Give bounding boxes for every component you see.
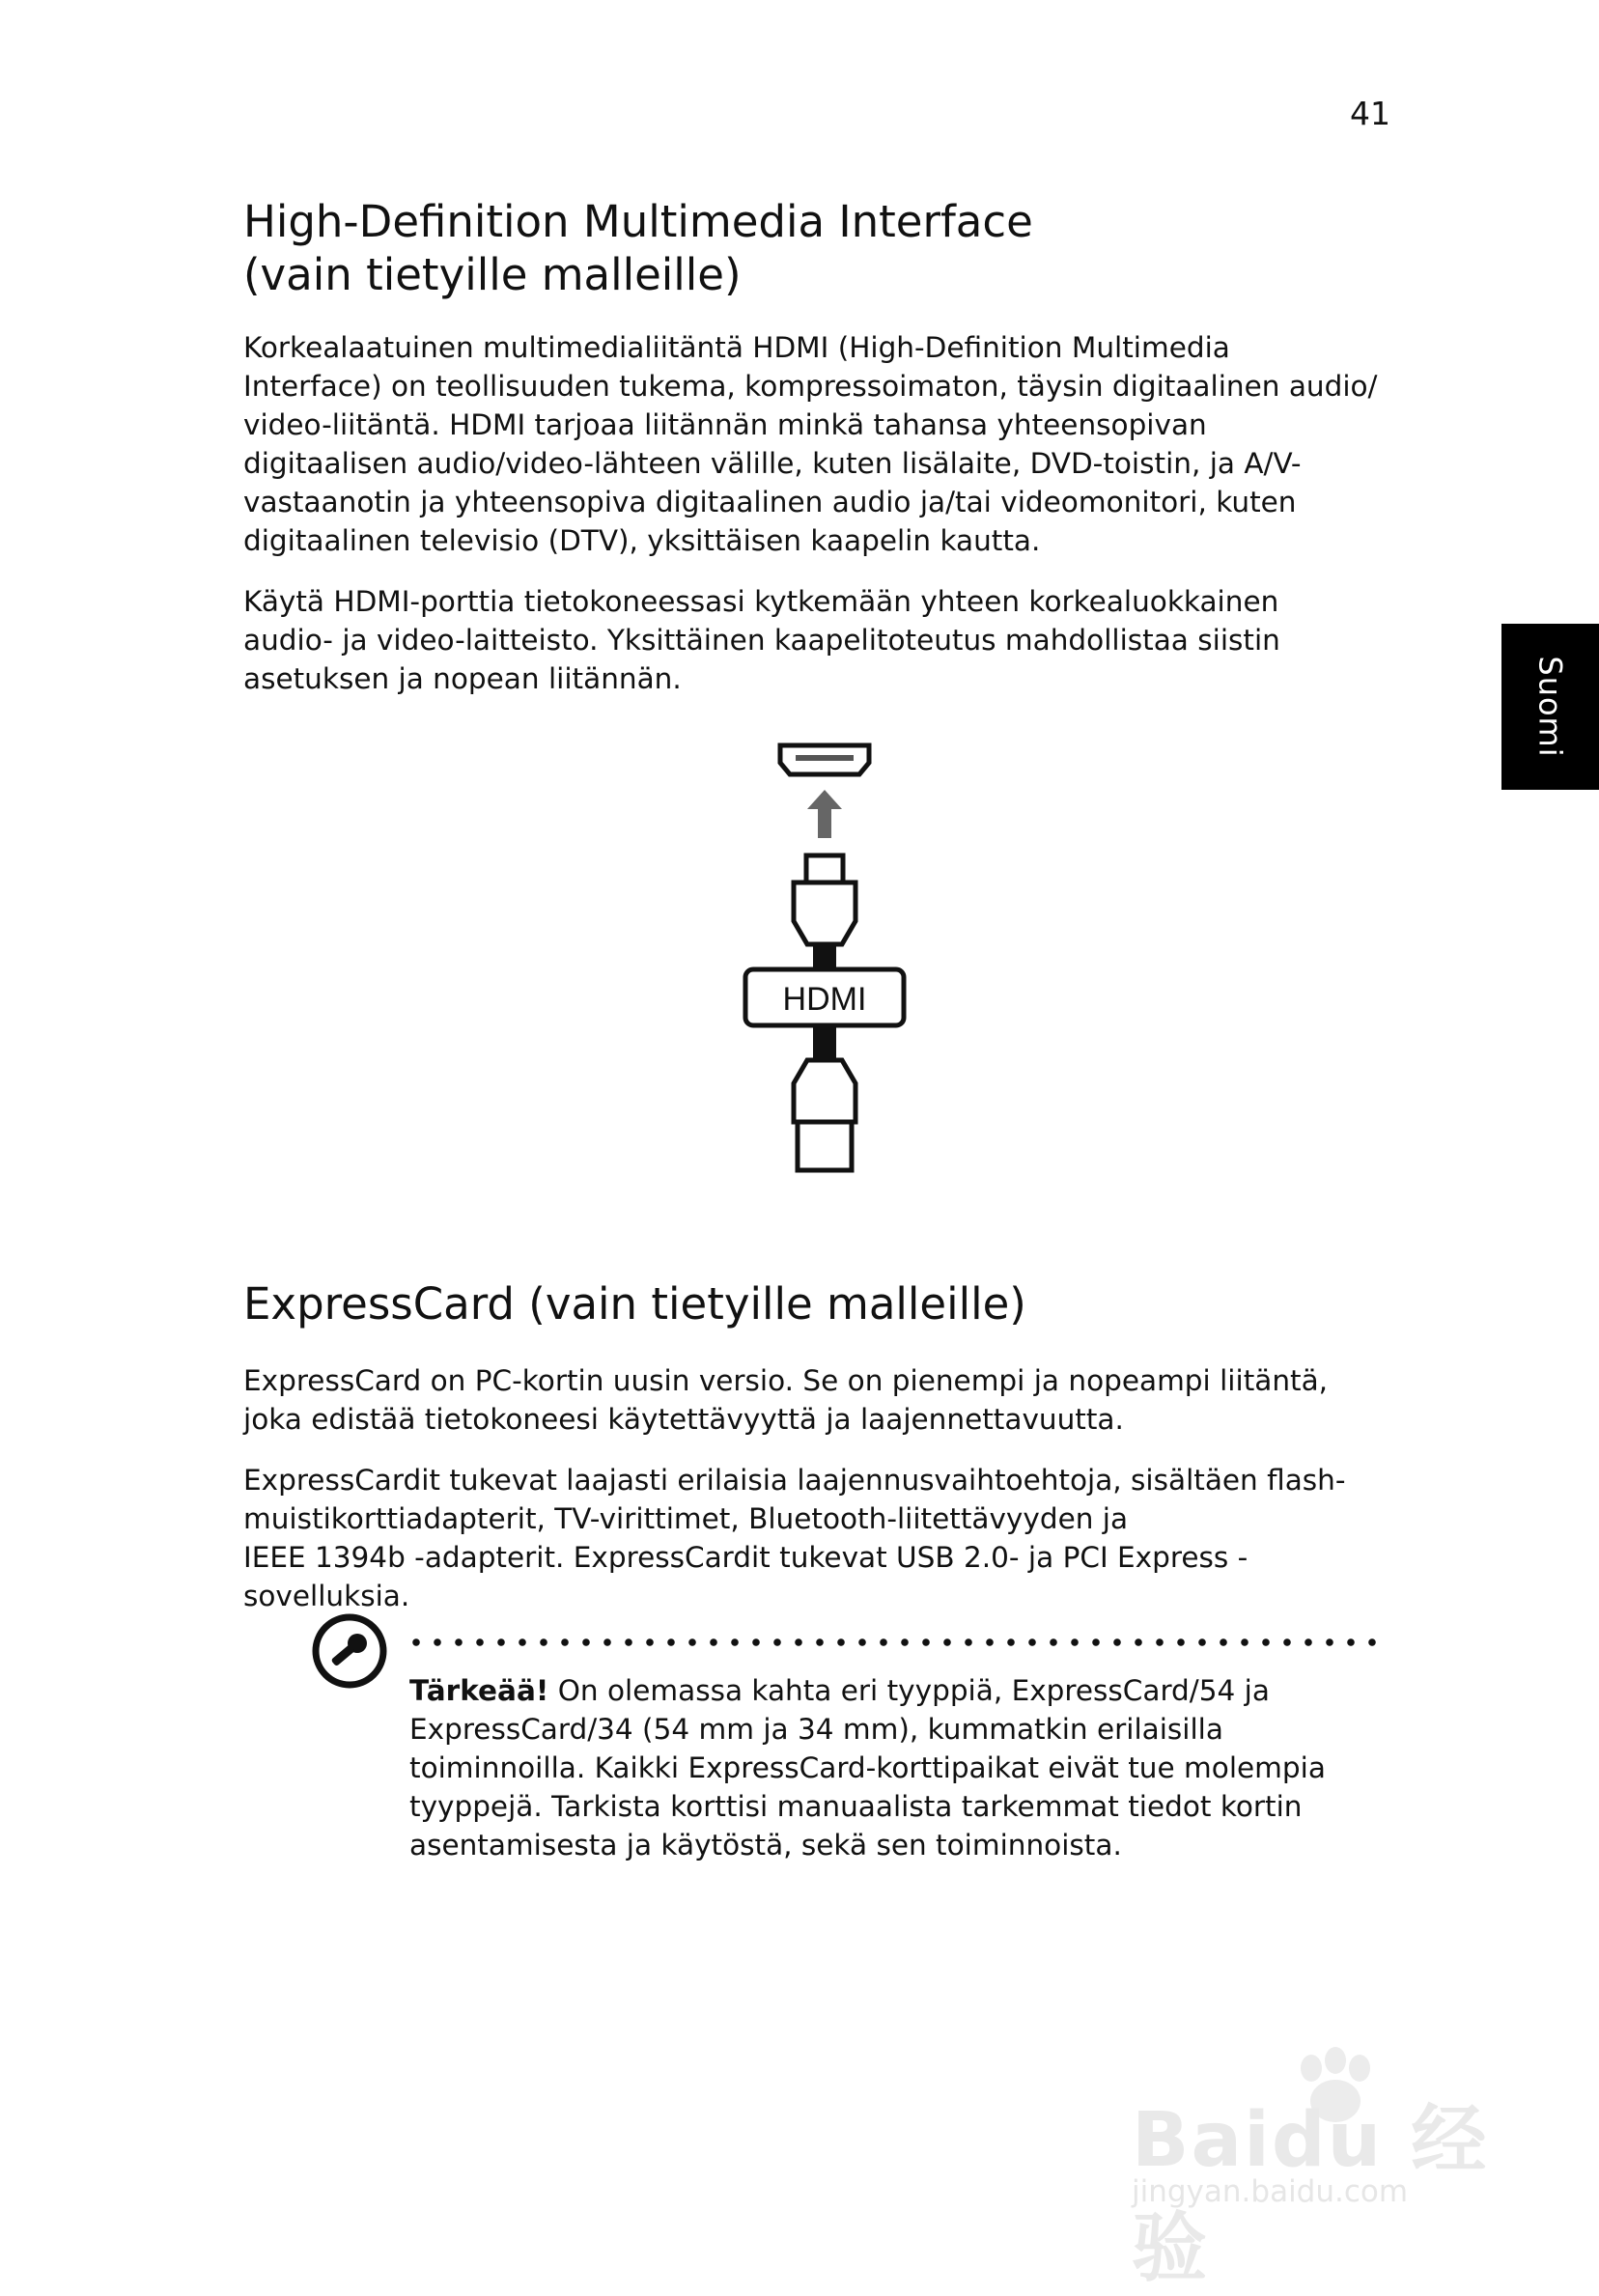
hdmi-title-line1: High-Definition Multimedia Interface <box>243 196 1033 247</box>
text-line: On olemassa kahta eri tyyppiä, ExpressCard/54 ja <box>548 1674 1270 1707</box>
key-note-icon <box>309 1610 390 1692</box>
text-line: Käytä HDMI-porttia tietokoneessasi kytkemään yhteen korkealuokkainen <box>243 585 1279 618</box>
text-line: ExpressCard on PC-kortin uusin versio. Se on pienempi ja nopeampi liitäntä, <box>243 1364 1329 1397</box>
text-line: vastaanotin ja yhteensopiva digitaalinen audio ja/tai videomonitori, kuten <box>243 486 1297 518</box>
hdmi-section-title <box>243 195 1402 301</box>
text-line: joka edistää tietokoneesi käytettävyyttä ja laajennettavuutta. <box>243 1403 1124 1436</box>
text-line: Interface) on teollisuuden tukema, kompressoimaton, täysin digitaalinen audio/ <box>243 370 1378 403</box>
text-line: toiminnoilla. Kaikki ExpressCard-korttipaikat eivät tue molempia <box>409 1751 1326 1784</box>
expresscard-paragraph-1 <box>243 1361 1402 1439</box>
expresscard-paragraph-2 <box>243 1461 1402 1615</box>
text-line: asentamisesta ja käytöstä, sekä sen toiminnoista. <box>409 1829 1122 1862</box>
text-line: Korkealaatuinen multimedialiitäntä HDMI (High-Definition Multimedia <box>243 331 1230 364</box>
arrow-up-icon <box>807 790 842 838</box>
expresscard-section-title <box>243 1277 1402 1330</box>
text-line: digitaalinen televisio (DTV), yksittäisen kaapelin kautta. <box>243 524 1041 557</box>
hdmi-paragraph-2 <box>243 582 1402 698</box>
language-side-tab <box>1501 624 1599 790</box>
text-line: tyyppejä. Tarkista korttisi manuaalista tarkemmat tiedot kortin <box>409 1790 1303 1823</box>
note-divider <box>406 1638 1381 1647</box>
baidu-watermark <box>1120 2047 1506 2292</box>
text-line: asetuksen ja nopean liitännän. <box>243 662 682 695</box>
expresscard-title: ExpressCard (vain tietyille malleille) <box>243 1278 1026 1330</box>
hdmi-title-line2: (vain tietyille malleille) <box>243 249 742 300</box>
text-line: ExpressCardit tukevat laajasti erilaisia laajennusvaihtoehtoja, sisältäen flash- <box>243 1464 1346 1497</box>
text-line: ExpressCard/34 (54 mm ja 34 mm), kummatkin erilaisilla <box>409 1713 1223 1746</box>
language-label: Suomi <box>1531 656 1569 758</box>
page-number: 41 <box>1350 95 1390 132</box>
text-line: video-liitäntä. HDMI tarjoaa liitännän minkä tahansa yhteensopivan <box>243 408 1207 441</box>
upper-connector-icon <box>794 855 856 944</box>
hdmi-figure-label: HDMI <box>782 981 867 1018</box>
lower-connector-icon <box>794 1060 856 1170</box>
important-note <box>409 1671 1385 1864</box>
note-lead: Tärkeää! <box>409 1674 549 1707</box>
watermark-logo: Baidu 经验 <box>1132 2097 1489 2292</box>
text-line: audio- ja video-laitteisto. Yksittäinen kaapelitoteutus mahdollistaa siistin <box>243 624 1280 657</box>
watermark-url: jingyan.baidu.com <box>1132 2174 1409 2209</box>
text-line: IEEE 1394b -adapterit. ExpressCardit tukevat USB 2.0- ja PCI Express -sovelluksia. <box>243 1541 1248 1612</box>
hdmi-cable-illustration <box>734 734 908 1188</box>
text-line: muistikorttiadapterit, TV-virittimet, Bluetooth-liitettävyyden ja <box>243 1502 1129 1535</box>
text-line: digitaalisen audio/video-lähteen välille, kuten lisälaite, DVD-toistin, ja A/V- <box>243 447 1302 480</box>
hdmi-paragraph-1 <box>243 328 1402 560</box>
